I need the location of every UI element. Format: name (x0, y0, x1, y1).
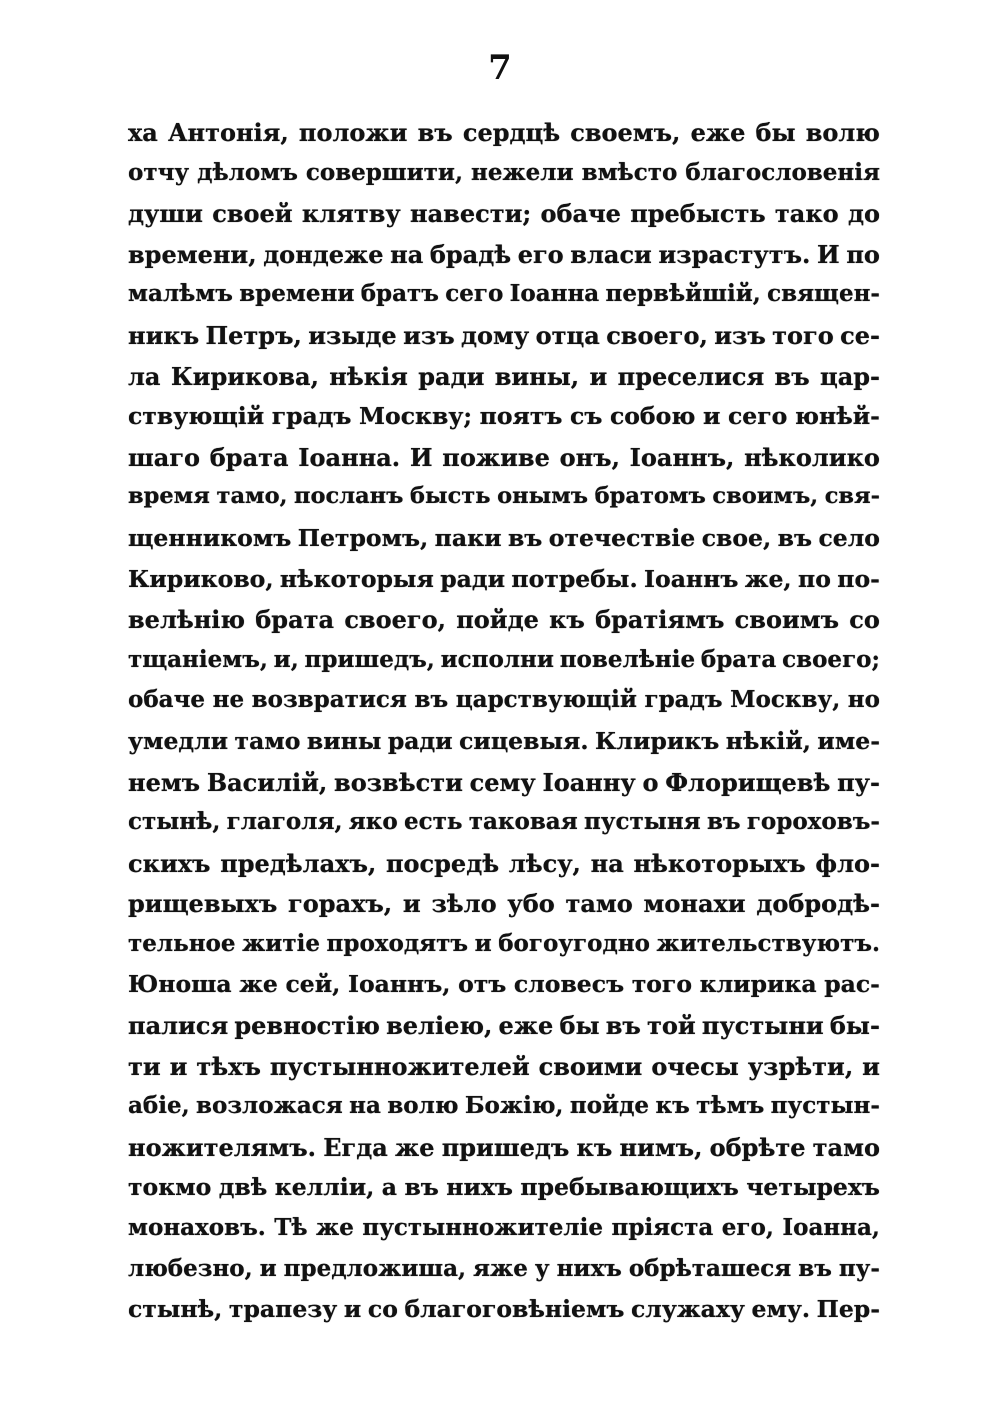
body-text (128, 118, 880, 1336)
text-line: тельное житіе проходятъ и богоугодно жительствуютъ. (128, 929, 880, 957)
text-line: время тамо, посланъ бысть онымъ братомъ своимъ, свя- (128, 483, 880, 510)
text-line: Юноша же сей, Іоаннъ, отъ словесъ того клирика рас- (128, 970, 880, 999)
text-line: абіе, возложася на волю Божію, пойде къ тѣмъ пустын- (128, 1092, 880, 1120)
text-line: скихъ предѣлахъ, посредѣ лѣсу, на нѣкоторыхъ фло- (128, 848, 880, 878)
text-line: велѣнію брата своего, пойде къ братіямъ своимъ со (128, 605, 880, 635)
text-line: ха Антонія, положи въ сердцѣ своемъ, еже бы волю (128, 118, 880, 147)
text-line: души своей клятву навести; обаче пребысть тако до (128, 199, 880, 229)
text-line: немъ Василій, возвѣсти сему Іоанну о Флорищевѣ пу- (128, 767, 880, 797)
text-line: рищевыхъ горахъ, и зѣло убо тамо монахи добродѣ- (128, 889, 880, 919)
text-line: ствующій градъ Москву; поятъ съ собою и сего юнѣй- (128, 402, 880, 431)
text-line: шаго брата Іоанна. И поживе онъ, Іоаннъ, нѣколико (128, 442, 880, 472)
text-line: отчу дѣломъ совершити, нежели вмѣсто благословенія (128, 158, 880, 186)
text-line: любезно, и предложиша, яже у нихъ обрѣташеся въ пу- (128, 1254, 880, 1282)
text-line: щенникомъ Петромъ, паки въ отечествіе свое, въ село (128, 523, 880, 552)
text-line: Кириково, нѣкоторыя ради потребы. Іоаннъ же, по по- (128, 564, 880, 593)
text-line: ти и тѣхъ пустынножителей своими очесы узрѣти, и (128, 1051, 880, 1081)
text-line: стынѣ, глаголя, яко есть таковая пустыня въ гороховъ- (128, 808, 880, 836)
text-line: времени, дондеже на брадѣ его власи израстутъ. И по (128, 239, 880, 269)
text-line: ножителямъ. Егда же пришедъ къ нимъ, обрѣте тамо (128, 1132, 880, 1162)
text-line: токмо двѣ келліи, а въ нихъ пребывающихъ четырехъ (128, 1173, 880, 1202)
text-line: стынѣ, трапезу и со благоговѣніемъ служаху ему. Пер- (128, 1295, 880, 1324)
text-line: ла Кирикова, нѣкія ради вины, и преселися въ цар- (128, 361, 880, 391)
page-number: 7 (488, 48, 512, 88)
text-line: палися ревностію веліею, еже бы въ той пустыни бы- (128, 1011, 880, 1041)
text-line: никъ Петръ, изыде изъ дому отца своего, изъ того се- (128, 320, 880, 350)
text-line: умедли тамо вины ради сицевыя. Клирикъ нѣкій, име- (128, 726, 880, 755)
text-line: тщаніемъ, и, пришедъ, исполни повелѣніе брата своего; (128, 645, 880, 673)
text-line: монаховъ. Тѣ же пустынножителіе пріяста его, Іоанна, (128, 1214, 880, 1242)
text-line: обаче не возвратися въ царствующій градъ Москву, но (128, 686, 880, 714)
text-line: малѣмъ времени братъ сего Іоанна первѣйшій, священ- (128, 280, 880, 308)
